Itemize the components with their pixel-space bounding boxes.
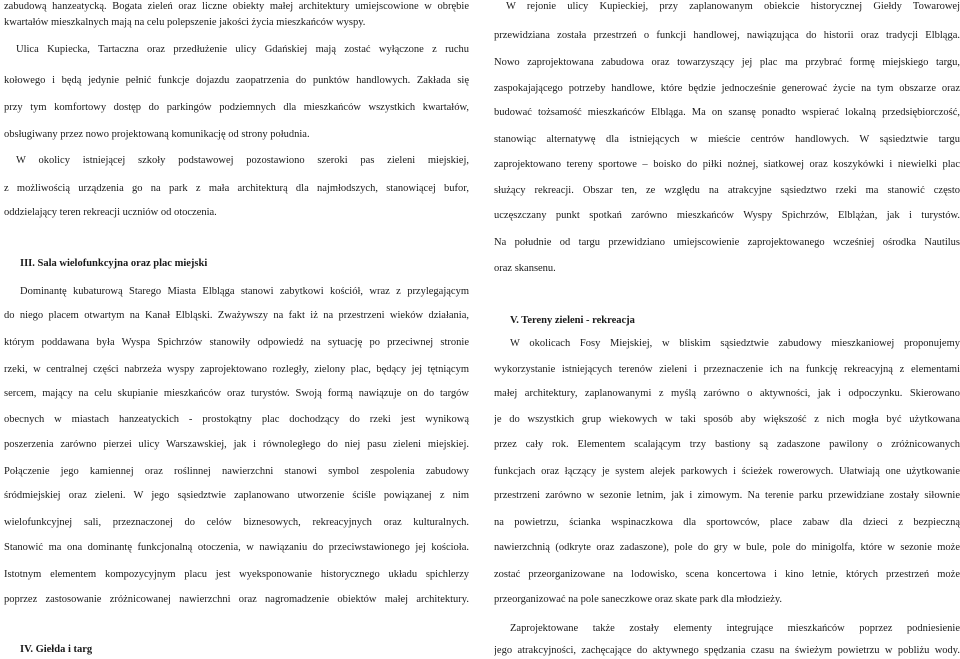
text-line: przewidziana została przestrzeń o funkcji handlowej, nawiązująca do historii oraz tradycji Elbląga. xyxy=(494,30,960,41)
text-line: wielofunkcyjnej sali, przeznaczonej do celów biznesowych, rekreacyjnych oraz kulturalnych. xyxy=(4,517,469,528)
text-line: służący rekreacji. Obszar ten, ze względu na atrakcyjne sąsiedztwo rzeki ma stanowić często xyxy=(494,185,960,196)
text-line: poszerzenia zarówno pierzei ulicy Warszawskiej, jak i równoległego do niej pasu zieleni miejskiej. xyxy=(4,439,469,450)
text-line: uczęszczany punkt spotkań zarówno mieszkańców Wyspy Spichrzów, Elblążan, jak i turystów. xyxy=(494,210,960,221)
text-line: przeorganizować na pole saneczkowe oraz skate park dla młodzieży. xyxy=(494,594,783,605)
text-line: W okolicach Fosy Miejskiej, w bliskim sąsiedztwie zabudowy mieszkaniowej proponujemy xyxy=(510,338,960,349)
text-line: oraz skansenu. xyxy=(494,263,556,274)
text-line: zaspokajającego potrzeby handlowe, które będzie jednocześnie generować życie na tym obszarze oraz xyxy=(494,83,960,94)
section-heading: V. Tereny zieleni - rekreacja xyxy=(510,315,635,326)
text-line: Dominantę kubaturową Starego Miasta Elbląga stanowi zabytkowi kościół, wraz z przylegającym xyxy=(20,286,469,297)
section-heading: IV. Giełda i targ xyxy=(20,644,93,655)
text-line: stanowiąc alternatywę dla istniejących w mieście centrów handlowych. W sąsiedztwie targu xyxy=(494,134,960,145)
text-line: Stanowić ma ona dominantę funkcjonalną otoczenia, w nawiązaniu do przeciwstawionego jej kościoła. xyxy=(4,542,469,553)
text-line: kwartałów mieszkalnych mają na celu polepszenie jakości życia mieszkańców wyspy. xyxy=(4,17,366,28)
text-line: zabudową hanzeatycką. Bogata zieleń oraz liczne obiekty małej architektury umiejscowione w obrębie xyxy=(4,1,469,12)
text-line: budować tożsamość mieszkańców Elbląga. Ma on szansę ponadto wspierać lokalną przedsiębiorczość, xyxy=(494,107,960,118)
text-line: nawierzchnią (odkryte oraz zadaszone), pole do gry w bule, pole do minigolfa, które w sezonie może xyxy=(494,542,960,553)
text-line: małej architektury, zaplanowanymi z myślą zarówno o aktywności, jak i odpoczynku. Skierowano xyxy=(494,388,960,399)
text-line: sercem, mający na celu skupianie mieszkańców oraz turystów. Swoją formą nawiązuje on do targów xyxy=(4,388,469,399)
text-line: którym poddawana była Wyspa Spichrzów stanowiły odpowiedź na sytuację po przeciwnej stronie xyxy=(4,337,469,348)
text-line: zaprojektowano tereny sportowe – boisko do piłki nożnej, siatkowej oraz koszykówki i niewielki plac xyxy=(494,159,960,170)
text-line: Zaprojektowane także zostały elementy integrujące mieszkańców poprzez podniesienie xyxy=(510,623,960,634)
text-line: Połączenie jego kamiennej oraz roślinnej nawierzchni stanowi symbol zespolenia zabudowy xyxy=(4,466,469,477)
text-line: przez cały rok. Elementem scalającym trzy bastiony są zadaszone pawilony o zróżnicowanych xyxy=(494,439,960,450)
text-line: do niego placem otwartym na Kanał Elbląski. Zważywszy na fakt iż na przestrzeni wieków działania, xyxy=(4,310,469,321)
text-line: Nowo zaprojektowana zabudowa oraz towarzyszący jej plac ma przybrać formę miejskiego targu, xyxy=(494,57,960,68)
text-line: Ulica Kupiecka, Tartaczna oraz przedłużenie ulicy Gdańskiej mają zostać wyłączone z ruchu xyxy=(16,44,469,55)
text-line: przy tym komfortowy dostęp do parkingów podziemnych dla mieszkańców wszystkich kwartałów, xyxy=(4,102,469,113)
text-line: W okolicy istniejącej szkoły podstawowej pozostawiono szeroki pas zieleni miejskiej, xyxy=(16,155,469,166)
text-line: Na południe od targu przewidziano umiejscowienie zaprojektowanego wcześniej ośrodka Nautilus xyxy=(494,237,960,248)
text-line: W rejonie ulicy Kupieckiej, przy zaplanowanym obiekcie historycznej Giełdy Towarowej xyxy=(506,1,960,12)
text-line: wykorzystanie istniejących terenów zieleni i przeznaczenie ich na funkcję rekreacyjną z elementami xyxy=(494,364,960,375)
text-line: z możliwością urządzenia go na park z mała architekturą dla najmłodszych, stanowiącej bufor, xyxy=(4,183,469,194)
text-line: oddzielający teren rekreacji uczniów od otoczenia. xyxy=(4,207,217,218)
text-line: poprzez zastosowanie zróżnicowanej nawierzchni oraz nagromadzenie obiektów małej architektury. xyxy=(4,594,469,605)
text-line: kołowego i będą jedynie pełnić funkcje dojazdu zaopatrzenia do punktów handlowych. Zakłada się xyxy=(4,75,469,86)
text-line: Istotnym elementem kompozycyjnym placu jest wyeksponowanie historycznego układu spichlerzy xyxy=(4,569,469,580)
text-line: jego atrakcyjności, zachęcające do aktywnego spędzania czasu na świeżym powietrzu w pobliżu wody. xyxy=(494,645,960,656)
text-line: obecnych w miastach hanzeatyckich - prostokątny plac dochodzący do rzeki jest wynikową xyxy=(4,414,469,425)
section-heading: III. Sala wielofunkcyjna oraz plac miejski xyxy=(20,258,208,269)
text-line: obsługiwany przez nowo projektowaną komunikację od strony południa. xyxy=(4,129,310,140)
text-line: przestrzeni zarówno w sezonie letnim, jak i zimowym. Na terenie parku przewidziane zostały siłownie xyxy=(494,490,960,501)
text-line: je do wszystkich grup wiekowych w taki sposób aby większość z nich mogła być użytkowana xyxy=(494,414,960,425)
text-line: na powietrzu, ścianka wspinaczkowa dla sportowców, place zabaw dla dzieci z bezpieczną xyxy=(494,517,960,528)
text-line: zostać przeorganizowane na lodowisko, scena koncertowa i kino letnie, których przestrzeń może xyxy=(494,569,960,580)
text-line: śródmiejskiej oraz zieleni. W jego sąsiedztwie zaplanowano utworzenie ściśle powiązanej z nim xyxy=(4,490,469,501)
text-line: funkcjach oraz łączący je system alejek parkowych i ścieżek rowerowych. Ułatwiają one użytkowanie xyxy=(494,466,960,477)
text-line: rzeki, w centralnej części nabrzeża wyspy zaprojektowano rozległy, zielony plac, będący jej tętniącym xyxy=(4,364,469,375)
